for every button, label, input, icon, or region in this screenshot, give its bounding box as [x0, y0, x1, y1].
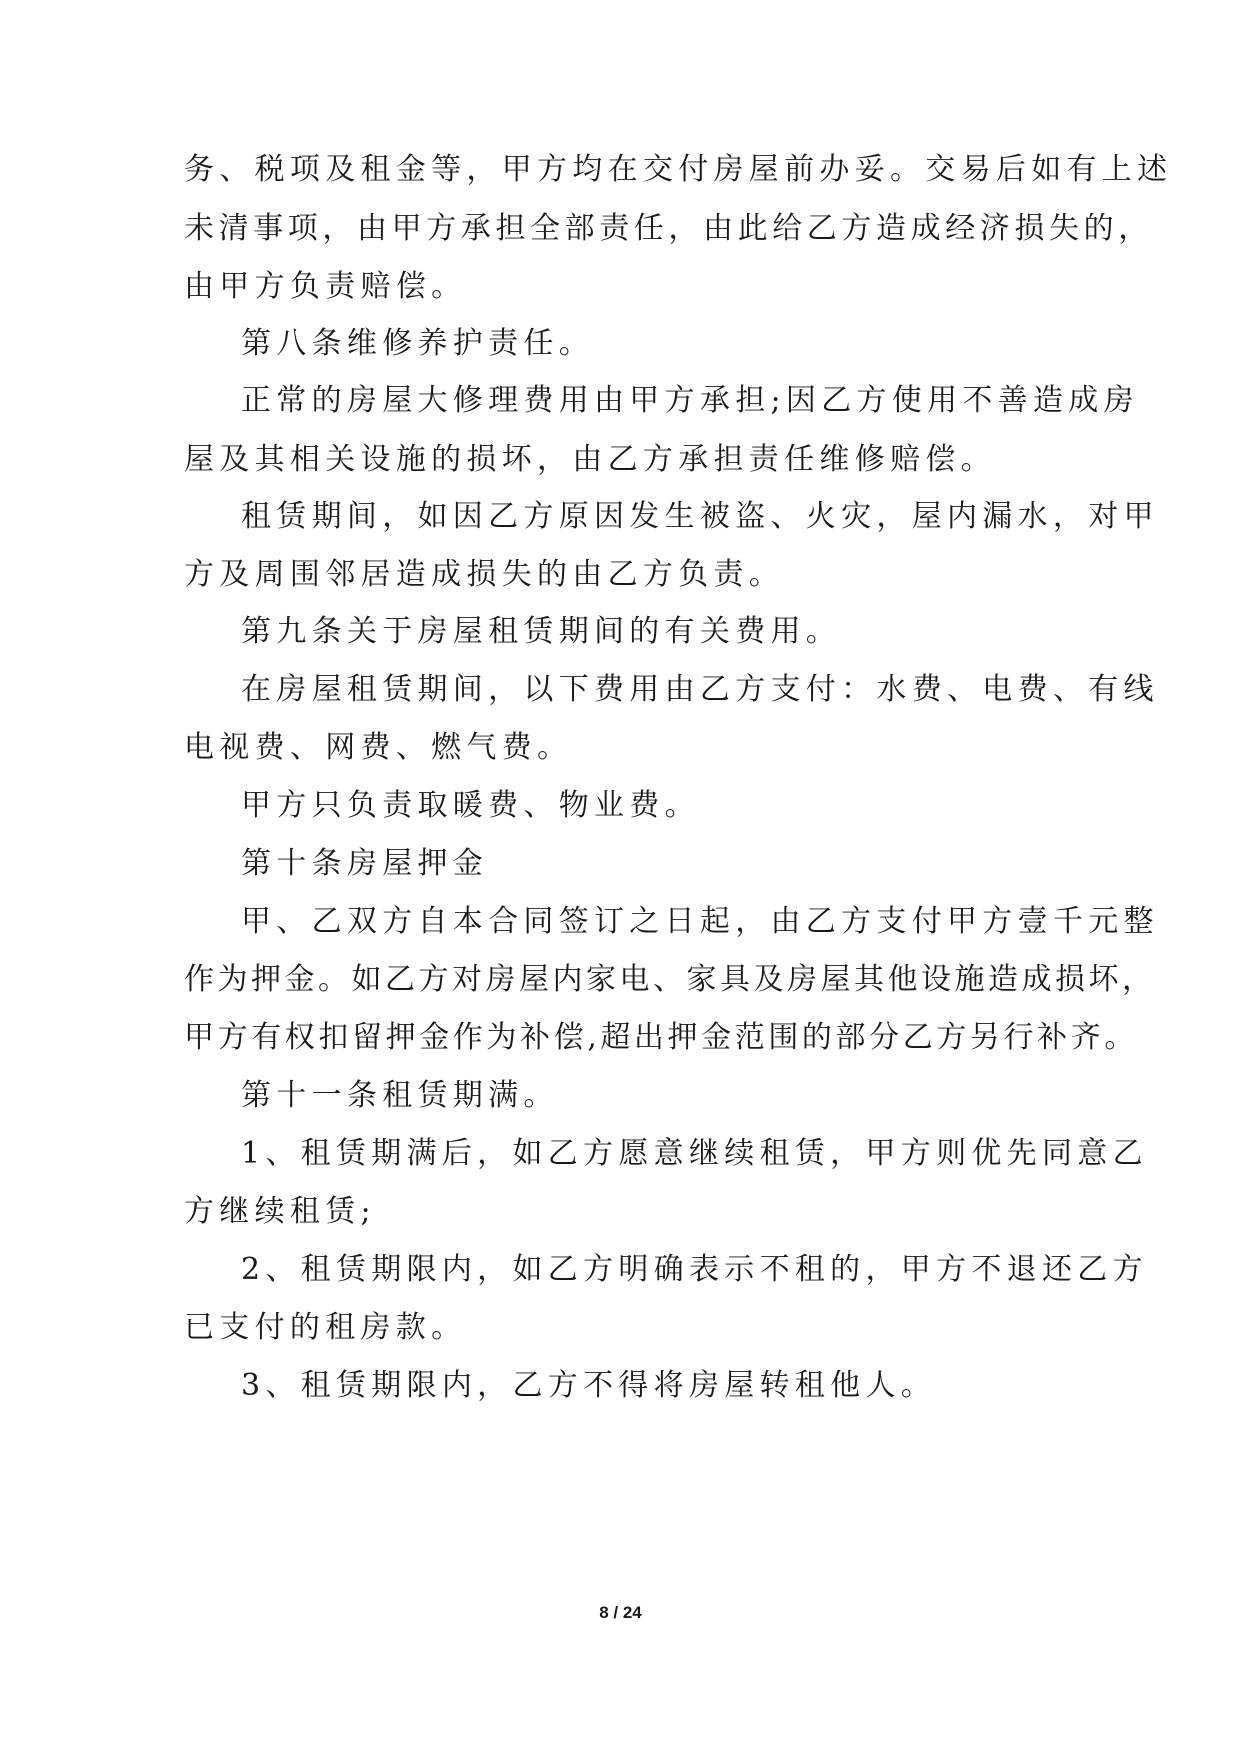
text-line: 租赁期间，如因乙方原因发生被盗、火灾，屋内漏水，对甲: [241, 499, 1159, 534]
text-line: 方及周围邻居造成损失的由乙方负责。: [184, 557, 785, 592]
text-line: 电视费、网费、燃气费。: [184, 730, 573, 765]
text-line: 甲方只负责取暖费、物业费。: [241, 788, 700, 823]
text-line: 屋及其相关设施的损坏，由乙方承担责任维修赔偿。: [184, 442, 996, 477]
section-heading: 第九条关于房屋租赁期间的有关费用。: [241, 614, 842, 649]
text-line: 已支付的租房款。: [184, 1310, 467, 1345]
section-heading: 第八条维修养护责任。: [241, 326, 594, 361]
section-heading: 第十条房屋押金: [241, 846, 489, 881]
list-item: 3、租赁期限内，乙方不得将房屋转租他人。: [241, 1368, 937, 1403]
page-number: 8 / 24: [599, 1603, 642, 1622]
text-line: 甲、乙双方自本合同签订之日起，由乙方支付甲方壹千元整: [241, 904, 1159, 939]
list-item: 2、租赁期限内，如乙方明确表示不租的，甲方不退还乙方: [241, 1252, 1148, 1287]
list-item: 1、租赁期满后，如乙方愿意继续租赁，甲方则优先同意乙: [241, 1136, 1148, 1171]
text-line: 甲方有权扣留押金作为补偿,超出押金范围的部分乙方另行补齐。: [184, 1020, 1138, 1055]
text-line: 方继续租赁;: [184, 1194, 376, 1229]
text-line: 正常的房屋大修理费用由甲方承担;因乙方使用不善造成房: [241, 383, 1139, 418]
text-line: 由甲方负责赔偿。: [184, 269, 467, 304]
text-line: 务、税项及租金等，甲方均在交付房屋前办妥。交易后如有上述: [184, 152, 1173, 187]
text-line: 作为押金。如乙方对房屋内家电、家具及房屋其他设施造成损坏，: [184, 962, 1156, 997]
text-line: 在房屋租赁期间，以下费用由乙方支付：水费、电费、有线: [241, 672, 1159, 707]
text-line: 未清事项，由甲方承担全部责任，由此给乙方造成经济损失的，: [184, 211, 1153, 246]
section-heading: 第十一条租赁期满。: [241, 1078, 559, 1113]
